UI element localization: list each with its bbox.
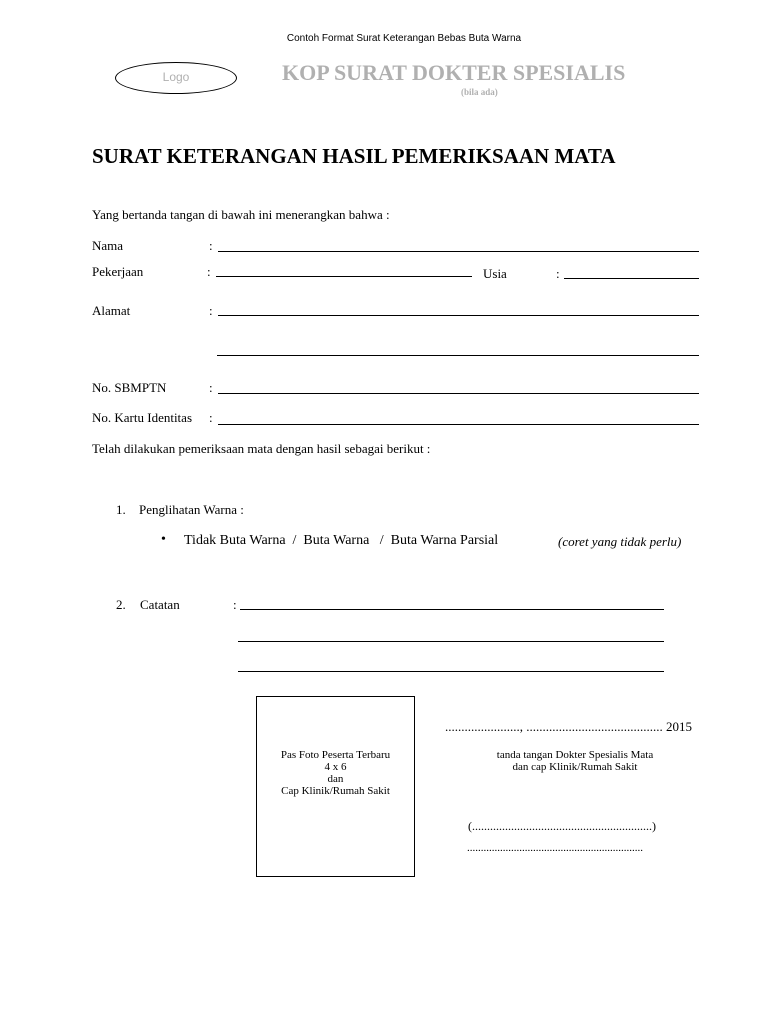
field-colon: :	[233, 597, 237, 612]
field-colon: :	[209, 303, 213, 318]
result-intro-text: Telah dilakukan pemeriksaan mata dengan hasil sebagai berikut :	[92, 441, 431, 456]
field-label-alamat: Alamat	[92, 303, 131, 318]
photo-box-line: Cap Klinik/Rumah Sakit	[281, 785, 390, 797]
field-line-catatan-2[interactable]	[238, 641, 664, 642]
signature-name-line: (............................................................)	[468, 819, 656, 833]
logo-label: Logo	[162, 70, 190, 84]
letterhead-subtitle: (bila ada)	[461, 87, 498, 97]
photo-box	[256, 696, 415, 877]
photo-box-line: 4 x 6	[324, 761, 347, 773]
field-colon: :	[209, 238, 213, 253]
photo-box-line: dan	[327, 773, 344, 785]
item-label-penglihatan-warna: Penglihatan Warna :	[139, 502, 244, 517]
field-line-catatan-1[interactable]	[240, 609, 664, 610]
field-line-alamat-1[interactable]	[218, 315, 699, 316]
field-line-pekerjaan[interactable]	[216, 276, 472, 277]
document-title: SURAT KETERANGAN HASIL PEMERIKSAAN MATA	[92, 144, 616, 168]
field-line-kartu-identitas[interactable]	[218, 424, 699, 425]
field-label-kartu-identitas: No. Kartu Identitas	[92, 410, 193, 425]
logo-placeholder	[115, 62, 237, 94]
letterhead-title: KOP SURAT DOKTER SPESIALIS	[282, 60, 626, 85]
photo-box-line: Pas Foto Peserta Terbaru	[280, 749, 391, 761]
date-line: ......................., .......................................... 2015	[445, 719, 692, 734]
field-label-sbmptn: No. SBMPTN	[92, 380, 167, 395]
document-caption: Contoh Format Surat Keterangan Bebas Buta Warna	[286, 33, 522, 44]
signature-caption-line: dan cap Klinik/Rumah Sakit	[512, 761, 638, 773]
strike-note: (coret yang tidak perlu)	[558, 534, 682, 549]
signature-caption-line: tanda tangan Dokter Spesialis Mata	[496, 749, 654, 761]
item-number: 1.	[116, 502, 126, 517]
field-line-usia[interactable]	[564, 278, 699, 279]
field-colon: :	[209, 410, 213, 425]
field-label-usia: Usia	[483, 266, 507, 281]
item-label-catatan: Catatan	[140, 597, 180, 612]
signature-id-line: ................................................................	[467, 842, 643, 854]
field-label-nama: Nama	[92, 238, 124, 253]
field-label-pekerjaan: Pekerjaan	[92, 264, 144, 279]
bullet-icon: •	[161, 532, 166, 547]
field-line-sbmptn[interactable]	[218, 393, 699, 394]
item-number: 2.	[116, 597, 126, 612]
color-vision-options: Tidak Buta Warna / Buta Warna / Buta Warna Parsial	[184, 533, 499, 548]
intro-text: Yang bertanda tangan di bawah ini menerangkan bahwa :	[92, 207, 390, 222]
signature-caption	[440, 749, 710, 773]
field-line-alamat-2[interactable]	[217, 355, 699, 356]
field-colon: :	[207, 264, 211, 279]
field-line-nama[interactable]	[218, 251, 699, 252]
field-line-catatan-3[interactable]	[238, 671, 664, 672]
field-colon: :	[556, 266, 560, 281]
field-colon: :	[209, 380, 213, 395]
